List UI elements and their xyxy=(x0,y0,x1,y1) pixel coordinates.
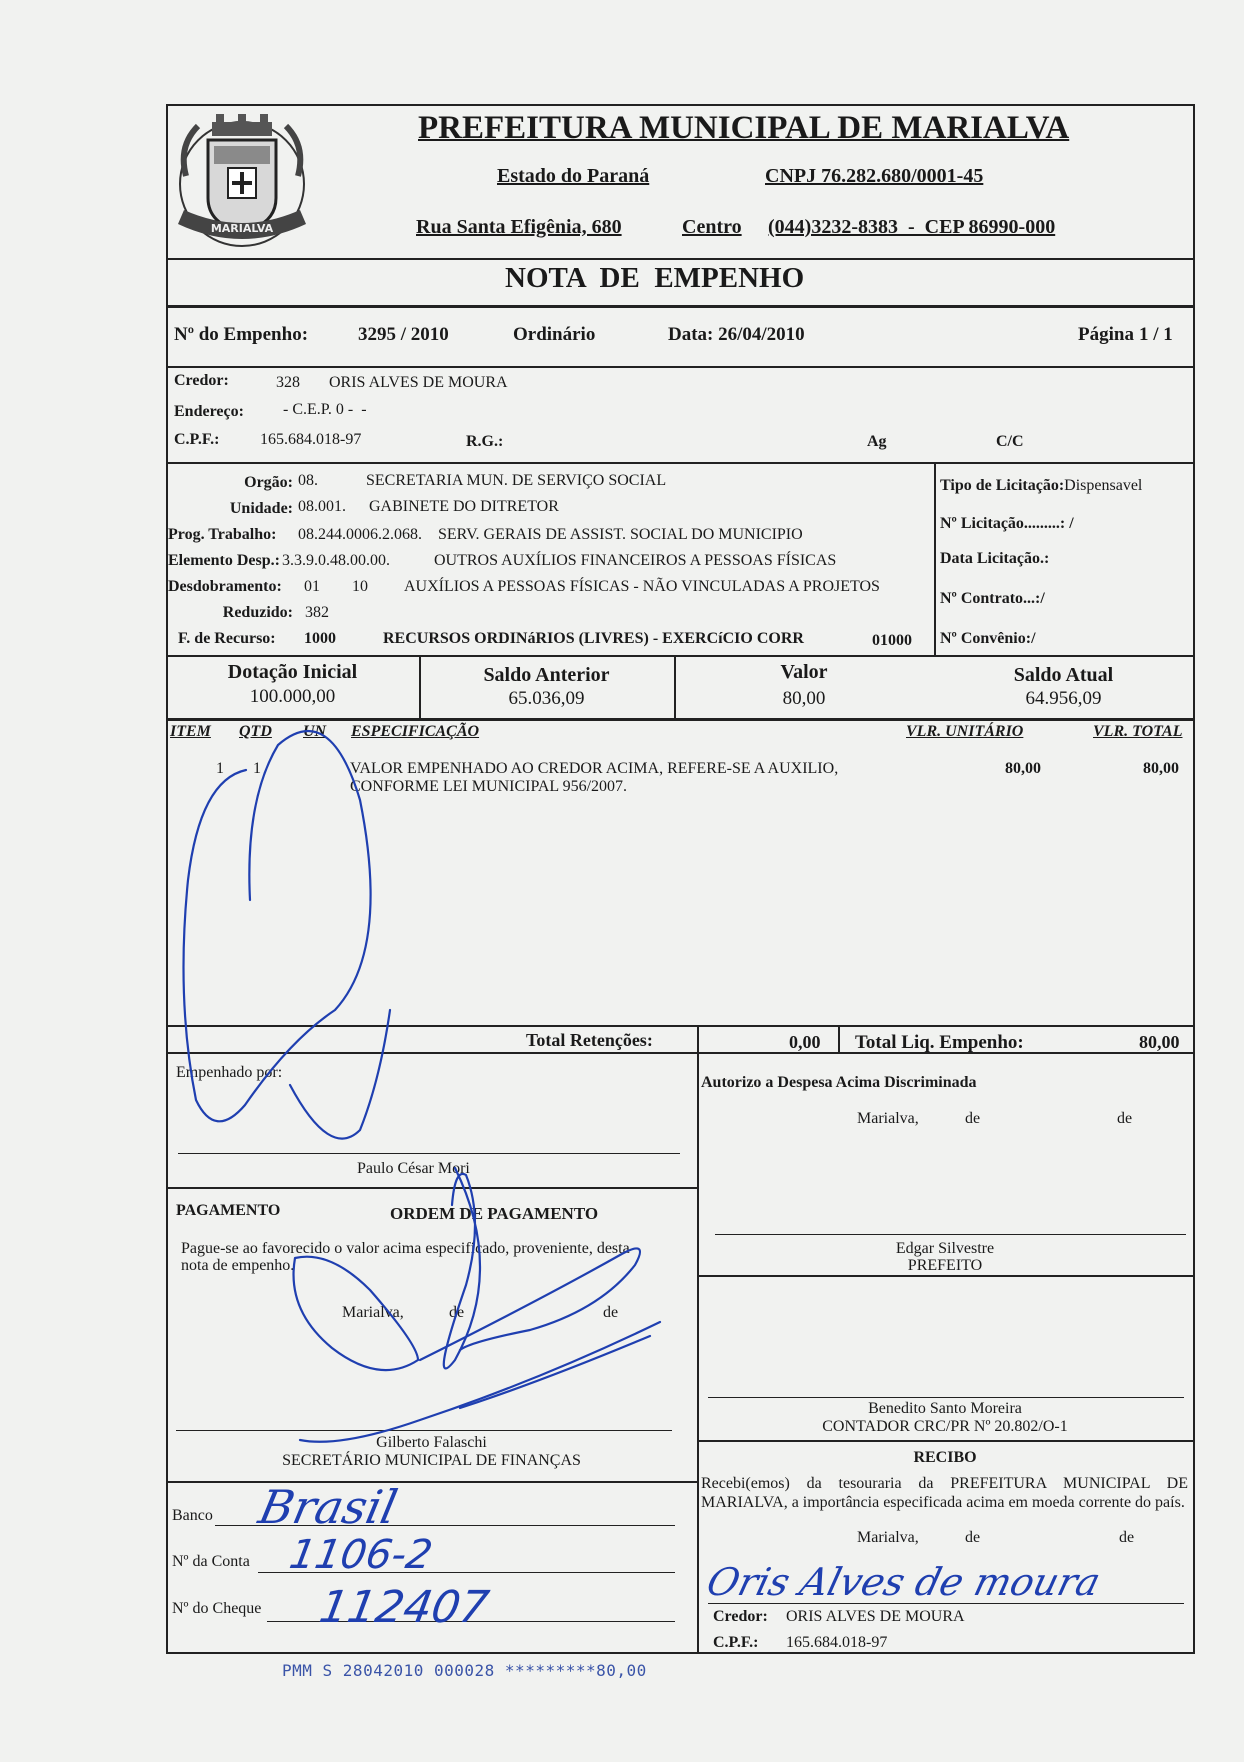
secretario-title: SECRETÁRIO MUNICIPAL DE FINANÇAS xyxy=(282,1452,581,1469)
unidade-name: GABINETE DO DITRETOR xyxy=(369,498,559,515)
divider-totais xyxy=(166,1052,1195,1054)
divider-totais-2 xyxy=(838,1025,840,1052)
tipo-licitacao xyxy=(940,477,1142,495)
desdobramento-label: Desdobramento: xyxy=(168,578,282,595)
ordem-pagamento-label: ORDEM DE PAGAMENTO xyxy=(390,1204,599,1223)
payment-stamp: PMM S 28042010 000028 *********80,00 xyxy=(282,1661,647,1680)
divider-header xyxy=(166,258,1195,260)
desdobramento-name: AUXÍLIOS A PESSOAS FÍSICAS - NÃO VINCULADAS A PROJETOS xyxy=(404,578,880,595)
prefeito-name: Edgar Silvestre xyxy=(895,1240,995,1257)
divider-dotacao xyxy=(166,655,1195,657)
credor-label: Credor: xyxy=(174,372,229,389)
tipo-licitacao-label: Tipo de Licitação: xyxy=(940,477,1065,494)
reduzido-value: 382 xyxy=(305,604,329,621)
divider-totais-1 xyxy=(697,1025,699,1052)
col-header-vlr-total: VLR. TOTAL xyxy=(1093,723,1183,740)
item-description-1: VALOR EMPENHADO AO CREDOR ACIMA, REFERE-SE A AUXILIO, xyxy=(350,760,839,777)
conta-handwritten: 1106-2 xyxy=(285,1532,436,1578)
banco-handwritten: Brasil xyxy=(254,1480,402,1534)
endereco-value: - C.E.P. 0 - - xyxy=(283,401,367,418)
col-header-item: ITEM xyxy=(170,723,211,740)
orgao-label: Orgão: xyxy=(244,474,293,491)
page-title: PREFEITURA MUNICIPAL DE MARIALVA xyxy=(418,110,1070,146)
page-number: 1 / 1 xyxy=(1139,324,1173,345)
divider-credor xyxy=(166,462,1195,464)
dotacao-inicial-value: 100.000,00 xyxy=(249,686,336,707)
saldo-anterior-value: 65.036,09 xyxy=(508,688,585,709)
data-licitacao: Data Licitação.: xyxy=(940,550,1050,567)
divider-recibo xyxy=(697,1440,1193,1442)
elemento-code: 3.3.9.0.48.00.00. xyxy=(282,552,390,569)
saldo-atual-value: 64.956,09 xyxy=(1025,688,1102,709)
prefeito-title: PREFEITO xyxy=(907,1257,983,1274)
frame-left xyxy=(166,104,168,1652)
pagamento-city: Marialva, xyxy=(342,1304,404,1321)
numero-convenio: Nº Convênio:/ xyxy=(940,630,1036,647)
col-header-especificacao: ESPECIFICAÇÃO xyxy=(351,723,480,740)
pagamento-de-1: de xyxy=(449,1304,465,1321)
secretario-signature-line xyxy=(176,1430,672,1431)
divider-title xyxy=(166,305,1195,308)
recibo-de-1: de xyxy=(965,1529,981,1546)
desdobramento-a: 01 xyxy=(304,578,320,595)
total-retencoes-value: 0,00 xyxy=(789,1032,821,1052)
item-unit-value: 80,00 xyxy=(1005,760,1041,777)
item-qtd: 1 xyxy=(253,760,261,777)
pagamento-label: PAGAMENTO xyxy=(176,1202,281,1219)
numero-licitacao: Nº Licitação.........: / xyxy=(940,515,1074,532)
divider-autorizo xyxy=(697,1275,1193,1277)
recibo-cpf-value: 165.684.018-97 xyxy=(786,1634,888,1651)
autorizo-de-2: de xyxy=(1117,1110,1133,1127)
contador-name: Benedito Santo Moreira xyxy=(868,1400,1022,1417)
col-header-vlr-unitario: VLR. UNITÁRIO xyxy=(906,723,1024,740)
saldo-atual-label: Saldo Atual xyxy=(1013,664,1114,686)
credor-signature: Oris Alves de moura xyxy=(702,1560,1105,1604)
ag-label: Ag xyxy=(867,433,887,450)
phone-cep: (044)3232-8383 - CEP 86990-000 xyxy=(768,216,1056,238)
empenho-date: Data: 26/04/2010 xyxy=(668,324,805,345)
empenho-number: 3295 / 2010 xyxy=(358,324,449,345)
recurso-name: RECURSOS ORDINáRIOS (LIVRES) - EXERCíCIO CORR xyxy=(383,630,804,647)
city-coat-of-arms xyxy=(168,106,316,258)
svg-text:MARIALVA: MARIALVA xyxy=(210,222,274,235)
district: Centro xyxy=(682,216,742,238)
numero-contrato: Nº Contrato...:/ xyxy=(940,590,1045,607)
autorizo-city: Marialva, xyxy=(857,1110,919,1127)
pagamento-text-1: Pague-se ao favorecido o valor acima especificado, proveniente, desta xyxy=(181,1240,630,1257)
empenho-label: Nº do Empenho: xyxy=(174,324,309,345)
cheque-label: Nº do Cheque xyxy=(172,1600,262,1617)
state-name: Estado do Paraná xyxy=(497,165,650,187)
autorizo-de-1: de xyxy=(965,1110,981,1127)
divider-licitacao xyxy=(934,462,936,655)
prog-code: 08.244.0006.2.068. xyxy=(298,526,422,543)
rg-label: R.G.: xyxy=(466,433,504,450)
recibo-credor-label: Credor: xyxy=(713,1608,768,1625)
orgao-code: 08. xyxy=(298,472,318,489)
pagamento-de-2: de xyxy=(603,1304,619,1321)
recurso-label: F. de Recurso: xyxy=(178,630,276,647)
total-retencoes-label: Total Retenções: xyxy=(526,1030,653,1050)
prefeito-signature-line xyxy=(715,1234,1186,1235)
endereco-label: Endereço: xyxy=(174,403,244,420)
page-label: Página xyxy=(1078,324,1134,345)
frame-top xyxy=(166,104,1195,106)
recibo-credor-name: ORIS ALVES DE MOURA xyxy=(786,1608,965,1625)
credor-signature-line xyxy=(708,1603,1184,1604)
saldo-anterior-label: Saldo Anterior xyxy=(483,664,610,686)
recibo-cpf-label: C.P.F.: xyxy=(713,1634,759,1651)
contador-signature-line xyxy=(708,1397,1184,1398)
elemento-label: Elemento Desp.: xyxy=(168,552,280,569)
street-address: Rua Santa Efigênia, 680 xyxy=(416,216,622,238)
banco-label: Banco xyxy=(172,1507,213,1524)
empenhado-label: Empenhado por: xyxy=(176,1064,283,1081)
empenhado-signature-line xyxy=(178,1153,680,1154)
recibo-text: Recebi(emos) da tesouraria da PREFEITURA MUNICIPAL DE MARIALVA, a importância especificada acima em moeda corrente do país. xyxy=(701,1475,1188,1511)
item-total-value: 80,00 xyxy=(1143,760,1179,777)
recibo-city: Marialva, xyxy=(857,1529,919,1546)
frame-bottom xyxy=(166,1652,1195,1654)
divider-items-end xyxy=(166,1025,1195,1027)
recibo-de-2: de xyxy=(1119,1529,1135,1546)
cc-label: C/C xyxy=(996,433,1024,450)
valor-value: 80,00 xyxy=(782,688,826,709)
secretario-name: Gilberto Falaschi xyxy=(376,1434,487,1451)
divider-saldos xyxy=(166,718,1195,721)
pagamento-text-2: nota de empenho. xyxy=(181,1257,295,1274)
cnpj: CNPJ 76.282.680/0001-45 xyxy=(765,165,984,187)
conta-label: Nº da Conta xyxy=(172,1553,250,1570)
orgao-name: SECRETARIA MUN. DE SERVIÇO SOCIAL xyxy=(366,472,667,489)
item-description-2: CONFORME LEI MUNICIPAL 956/2007. xyxy=(350,778,628,795)
autorizo-label: Autorizo a Despesa Acima Discriminada xyxy=(701,1074,977,1091)
credor-name: ORIS ALVES DE MOURA xyxy=(329,374,508,391)
unidade-label: Unidade: xyxy=(229,500,293,517)
total-liquido-label: Total Liq. Empenho: xyxy=(855,1032,1024,1053)
recibo-title: RECIBO xyxy=(913,1449,977,1466)
divider-pagamento xyxy=(166,1187,697,1189)
valor-label: Valor xyxy=(780,661,828,683)
contador-title: CONTADOR CRC/PR Nº 20.802/O-1 xyxy=(822,1418,1068,1435)
document-title: NOTA DE EMPENHO xyxy=(505,262,805,294)
divider-empenho xyxy=(166,366,1195,368)
recurso-code: 1000 xyxy=(304,630,336,647)
total-liquido-value: 80,00 xyxy=(1139,1032,1180,1052)
tipo-licitacao-value: Dispensavel xyxy=(1064,477,1143,494)
unidade-code: 08.001. xyxy=(298,498,346,515)
credor-code: 328 xyxy=(276,374,300,391)
divider-banco xyxy=(166,1481,697,1483)
cpf-label: C.P.F.: xyxy=(174,431,220,448)
cpf-value: 165.684.018-97 xyxy=(260,431,362,448)
dotacao-inicial-label: Dotação Inicial xyxy=(227,661,358,683)
item-number: 1 xyxy=(216,760,224,777)
frame-right xyxy=(1193,104,1195,1652)
desdobramento-b: 10 xyxy=(352,578,368,595)
col-header-un: UN xyxy=(303,723,327,740)
empenhado-name: Paulo César Mori xyxy=(357,1160,470,1177)
prog-name: SERV. GERAIS DE ASSIST. SOCIAL DO MUNICIPIO xyxy=(438,526,803,543)
recurso-code-2: 01000 xyxy=(872,632,912,649)
empenho-type: Ordinário xyxy=(513,324,596,345)
prog-label: Prog. Trabalho: xyxy=(168,526,277,543)
elemento-name: OUTROS AUXÍLIOS FINANCEIROS A PESSOAS FÍSICAS xyxy=(434,552,837,569)
divider-lower-middle xyxy=(697,1052,699,1652)
col-header-qtd: QTD xyxy=(239,723,272,740)
cheque-handwritten: 112407 xyxy=(315,1582,493,1633)
reduzido-label: Reduzido: xyxy=(222,604,293,621)
